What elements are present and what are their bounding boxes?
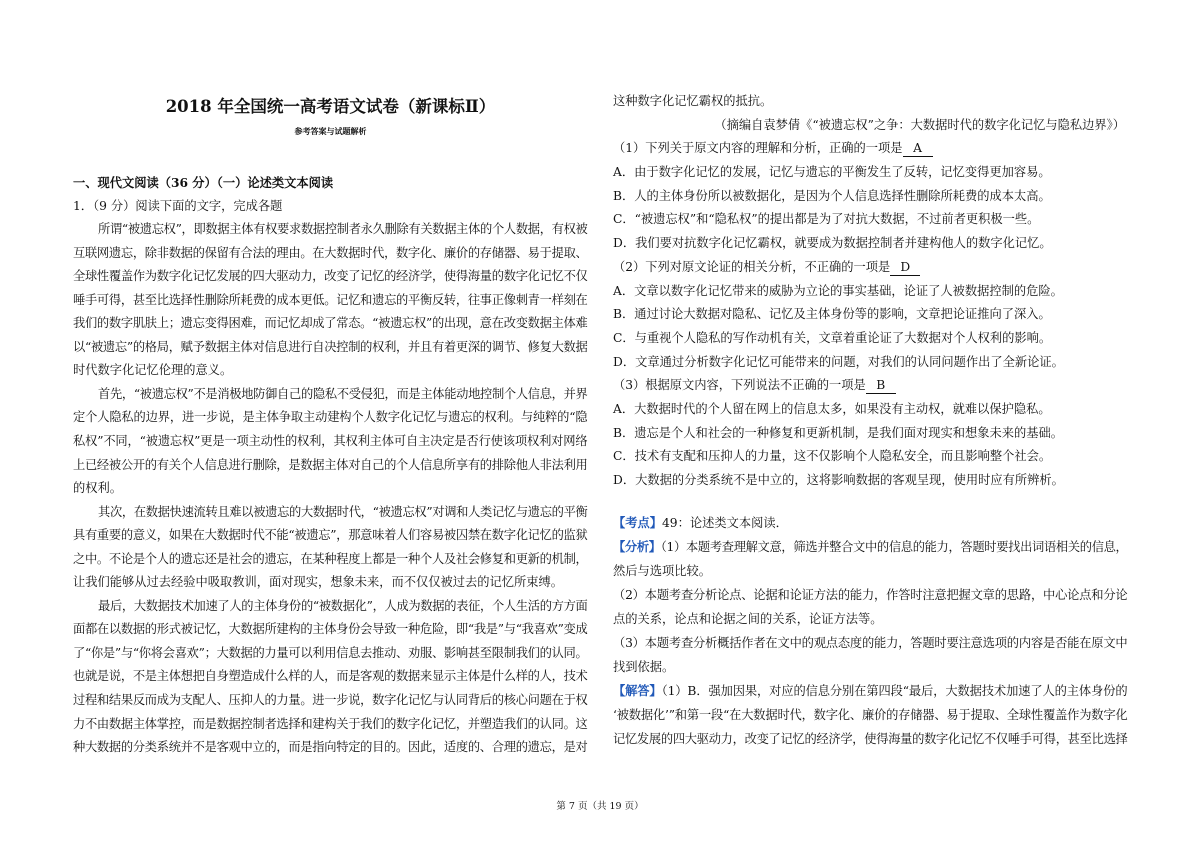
option-line xyxy=(613,161,1128,185)
text-line xyxy=(73,642,588,666)
analysis-line xyxy=(613,583,1128,607)
passage-paragraph xyxy=(73,595,588,760)
answer-blank: A xyxy=(903,141,933,157)
page-footer: 第 7 页（共 19 页） xyxy=(556,801,644,812)
line-text: 我们的数字肌肤上；遗忘变得困难，而记忆却成了常态。“被遗忘权”的出现，意在改变数据主体难 xyxy=(73,316,588,331)
subquestion-stem-content xyxy=(613,137,933,161)
subquestion-text: （3）根据原文内容，下列说法不正确的一项是 xyxy=(613,378,866,393)
analysis-text: （2）本题考查分析论点、论据和论证方法的能力，作答时注意把握文章的思路，中心论点和分论 xyxy=(613,588,1128,602)
answer-analysis xyxy=(613,511,1128,751)
analysis-line xyxy=(613,655,1128,679)
text-line xyxy=(73,336,588,360)
analysis-line xyxy=(613,607,1128,631)
passage-source xyxy=(613,114,1128,138)
line-text: 首先，“被遗忘权”不是消极地防御自己的隐私不受侵犯，而是主体能动地控制个人信息，并界 xyxy=(98,386,588,401)
analysis-block xyxy=(613,511,1128,535)
analysis-line-content xyxy=(613,583,1128,607)
analysis-label: 【解答】 xyxy=(613,683,662,698)
text-line xyxy=(73,501,588,525)
line-text: 定个人隐私的边界，进一步说，是主体争取主动建构个人数字化记忆与遗忘的权利。与纯粹的“隐 xyxy=(73,410,588,425)
option-text: A．大数据时代的个人留在网上的信息太多，如果没有主动权，就难以保护隐私。 xyxy=(613,401,1051,416)
option-text: C．“被遗忘权”和“隐私权”的提出都是为了对抗大数据，不过前者更积极一些。 xyxy=(613,212,1040,227)
text-line xyxy=(73,289,588,313)
answer-blank: B xyxy=(866,378,896,394)
text-line xyxy=(73,548,588,572)
analysis-text: 记忆发展的四大驱动力，改变了记忆的经济学，使得海量的数字化记忆不仅唾手可得，甚至比选择 xyxy=(613,732,1128,746)
text-line xyxy=(73,618,588,642)
subquestion-text: （1）下列关于原文内容的理解和分析，正确的一项是 xyxy=(613,141,903,156)
analysis-text: 点的关系，论点和论据之间的关系，论证方法等。 xyxy=(613,612,883,626)
passage-paragraph xyxy=(73,383,588,501)
analysis-line xyxy=(613,679,1128,703)
subquestion-stem xyxy=(613,256,1128,280)
line-text: 的权利。 xyxy=(73,481,122,496)
analysis-block xyxy=(613,535,1128,679)
option-text: C．与重视个人隐私的写作动机有关，文章着重论证了大数据对个人权利的影响。 xyxy=(613,330,1052,345)
analysis-text: 49：论述类文本阅读． xyxy=(662,516,788,530)
analysis-text: 然后与选项比较。 xyxy=(613,564,711,578)
option-line xyxy=(613,280,1128,304)
text-line xyxy=(73,312,588,336)
text-line xyxy=(73,218,588,242)
analysis-label: 【分析】 xyxy=(613,539,661,554)
subquestion-stem-content xyxy=(613,374,896,398)
text-line xyxy=(73,242,588,266)
analysis-line-content xyxy=(613,679,1128,703)
analysis-line xyxy=(613,511,1128,535)
document-subtitle: 参考答案与试题解析 xyxy=(294,126,367,136)
text-line xyxy=(73,689,588,713)
analysis-line xyxy=(613,631,1128,655)
option-line xyxy=(613,351,1128,375)
text-line xyxy=(73,477,588,501)
line-text: 最后，大数据技术加速了人的主体身份的“被数据化”，人成为数据的表征，个人生活的方方面 xyxy=(98,598,588,613)
analysis-line xyxy=(613,535,1128,559)
line-text: 力不由数据主体掌控，而是数据控制者选择和建构关于我们的数字化记忆，并塑造我们的认同。这 xyxy=(73,716,588,731)
subquestion-stem xyxy=(613,137,1128,161)
text-line xyxy=(73,524,588,548)
passage-continuation-text: 这种数字化记忆霸权的抵抗。 xyxy=(613,94,773,108)
text-line xyxy=(73,359,588,383)
line-text: 唾手可得，甚至比选择性删除所耗费的成本更低。记忆和遗忘的平衡反转，往事正像刺青一样刻在 xyxy=(73,292,588,307)
text-line xyxy=(73,454,588,478)
line-text: 时代数字化记忆伦理的意义。 xyxy=(73,363,233,378)
option-line xyxy=(613,185,1128,209)
analysis-text: （3）本题考查分析概括作者在文中的观点态度的能力，答题时要注意选项的内容是否能在原文中 xyxy=(613,636,1128,650)
text-line xyxy=(73,595,588,619)
analysis-text: 找到依据。 xyxy=(613,660,675,674)
subquestion-text: （2）下列对原文论证的相关分析，不正确的一项是 xyxy=(613,259,891,274)
analysis-text: ‘被数据化’”和第一段“在大数据时代，数字化、廉价的存储器、易于提取、全球性覆盖作为数字化 xyxy=(613,708,1128,722)
analysis-line-content xyxy=(613,703,1128,727)
text-line xyxy=(73,713,588,737)
question-stem-text: 1．（9 分）阅读下面的文字，完成各题 xyxy=(73,198,283,213)
text-line xyxy=(73,383,588,407)
question-stem xyxy=(73,195,588,219)
line-text: 具有重要的意义，如果在大数据时代不能“被遗忘”，那意味着人们容易被囚禁在数字化记忆的监狱 xyxy=(73,528,588,543)
option-text: D．大数据的分类系统不是中立的，这将影响数据的客观呈现，使用时应有所辨析。 xyxy=(613,473,1064,487)
analysis-line xyxy=(613,559,1128,583)
analysis-text: （1）本题考查理解文意，筛选并整合文中的信息的能力，答题时要找出词语相关的信息， xyxy=(660,540,1128,554)
text-line xyxy=(73,406,588,430)
option-line xyxy=(613,422,1128,446)
option-text: B．人的主体身份所以被数据化，是因为个人信息选择性删除所耗费的成本太高。 xyxy=(613,188,1051,203)
section-heading-text: 一、现代文阅读（36 分）（一）论述类文本阅读 xyxy=(73,175,334,190)
answer-blank: D xyxy=(890,260,920,276)
analysis-line-content xyxy=(613,511,788,535)
option-line xyxy=(613,232,1128,256)
analysis-line-content xyxy=(613,655,674,679)
line-text: 过程和结果反而成为支配人、压抑人的力量。进一步说，数字化记忆与认同背后的核心问题在于权 xyxy=(73,693,588,708)
line-text: 上已经被公开的有关个人信息进行删除，是数据主体对自己的个人信息所享有的排除他人非法利用 xyxy=(73,457,588,472)
analysis-line-content xyxy=(613,559,711,583)
analysis-line-content xyxy=(613,727,1128,751)
line-text: 了“你是”与“你将会喜欢”；大数据的力量可以利用信息去推动、劝服、影响甚至限制我们的认同。 xyxy=(73,645,588,660)
option-text: B．遗忘是个人和社会的一种修复和更新机制，是我们面对现实和想象未来的基础。 xyxy=(613,425,1064,440)
passage-source-text: （摘编自袁梦倩《“被遗忘权”之争：大数据时代的数字化记忆与隐私边界》） xyxy=(714,117,1125,132)
option-text: A．文章以数字化记忆带来的威胁为立论的事实基础，论证了人被数据控制的危险。 xyxy=(613,283,1063,298)
option-line xyxy=(613,398,1128,422)
line-text: 私权”不同，“被遗忘权”更是一项主动性的权利，其权利主体可自主决定是否行使该项权利对网络 xyxy=(73,434,588,449)
line-text: 让我们能够从过去经验中吸取教训，面对现实，想象未来，而不仅仅被过去的记忆所束缚。 xyxy=(73,575,563,590)
left-column xyxy=(73,171,588,760)
line-text: 之中。不论是个人的遗忘还是社会的遗忘，在某种程度上都是一种个人及社会修复和更新的机制， xyxy=(73,551,588,566)
text-line xyxy=(73,571,588,595)
line-text: 也就是说，不是主体想把自身塑造成什么样的人，而是客观的数据来显示主体是什么样的人，技术 xyxy=(73,669,588,684)
option-line xyxy=(613,327,1128,351)
option-text: C．技术有支配和压抑人的力量，这不仅影响个人隐私安全，而且影响整个社会。 xyxy=(613,449,1052,464)
line-text: 以“被遗忘”的格局，赋予数据主体对信息进行自决控制的权利，并且有着更深的调节、修复大数据 xyxy=(73,339,588,354)
option-line xyxy=(613,208,1128,232)
subquestion-stem xyxy=(613,374,1128,398)
passage-continuation xyxy=(613,90,1128,114)
text-line xyxy=(73,265,588,289)
subquestion-stem-content xyxy=(613,256,920,280)
analysis-line-content xyxy=(613,535,1128,559)
document-title: 2018 年全国统一高考语文试卷（新课标Ⅱ） xyxy=(165,97,496,116)
analysis-text: （1）B．强加因果，对应的信息分别在第四段“最后，大数据技术加速了人的主体身份的 xyxy=(661,684,1128,698)
passage-paragraph xyxy=(73,218,588,383)
analysis-line xyxy=(613,703,1128,727)
subquestion-list xyxy=(613,137,1128,492)
line-text: 种大数据的分类系统并不是客观中立的，而是指向特定的目的。因此，适度的、合理的遗忘，是对 xyxy=(73,740,588,755)
passage-paragraph xyxy=(73,501,588,595)
option-line xyxy=(613,469,1128,493)
analysis-block xyxy=(613,679,1128,751)
text-line xyxy=(73,665,588,689)
text-line xyxy=(73,430,588,454)
option-text: D．我们要对抗数字化记忆霸权，就要成为数据控制者并建构他人的数字化记忆。 xyxy=(613,236,1052,251)
section-heading xyxy=(73,171,588,195)
text-line xyxy=(73,736,588,760)
line-text: 面都在以数据的形式被记忆，大数据所建构的主体身份会导致一种危险，即“我是”与“我喜欢”变成 xyxy=(73,622,588,637)
analysis-label: 【考点】 xyxy=(613,515,662,530)
right-column xyxy=(613,90,1128,493)
line-text: 其次，在数据快速流转且难以被遗忘的大数据时代，“被遗忘权”对调和人类记忆与遗忘的平衡 xyxy=(98,504,588,519)
analysis-line xyxy=(613,727,1128,751)
analysis-line-content xyxy=(613,631,1128,655)
option-line xyxy=(613,445,1128,469)
option-text: A．由于数字化记忆的发展，记忆与遗忘的平衡发生了反转，记忆变得更加容易。 xyxy=(613,165,1051,180)
reading-passage xyxy=(73,218,588,760)
line-text: 全球性覆盖作为数字化记忆发展的四大驱动力，改变了记忆的经济学，使得海量的数字化记忆不仅 xyxy=(73,269,588,284)
line-text: 互联网遗忘，除非数据的保留有合法的理由。在大数据时代，数字化、廉价的存储器、易于提取、 xyxy=(73,245,588,260)
analysis-line-content xyxy=(613,607,883,631)
option-text: D．文章通过分析数字化记忆可能带来的问题，对我们的认同问题作出了全新论证。 xyxy=(613,354,1064,369)
line-text: 所谓“被遗忘权”，即数据主体有权要求数据控制者永久删除有关数据主体的个人数据，有权被 xyxy=(98,222,588,237)
option-line xyxy=(613,303,1128,327)
option-text: B．通过讨论大数据对隐私、记忆及主体身份等的影响，文章把论证推向了深入。 xyxy=(613,307,1051,322)
